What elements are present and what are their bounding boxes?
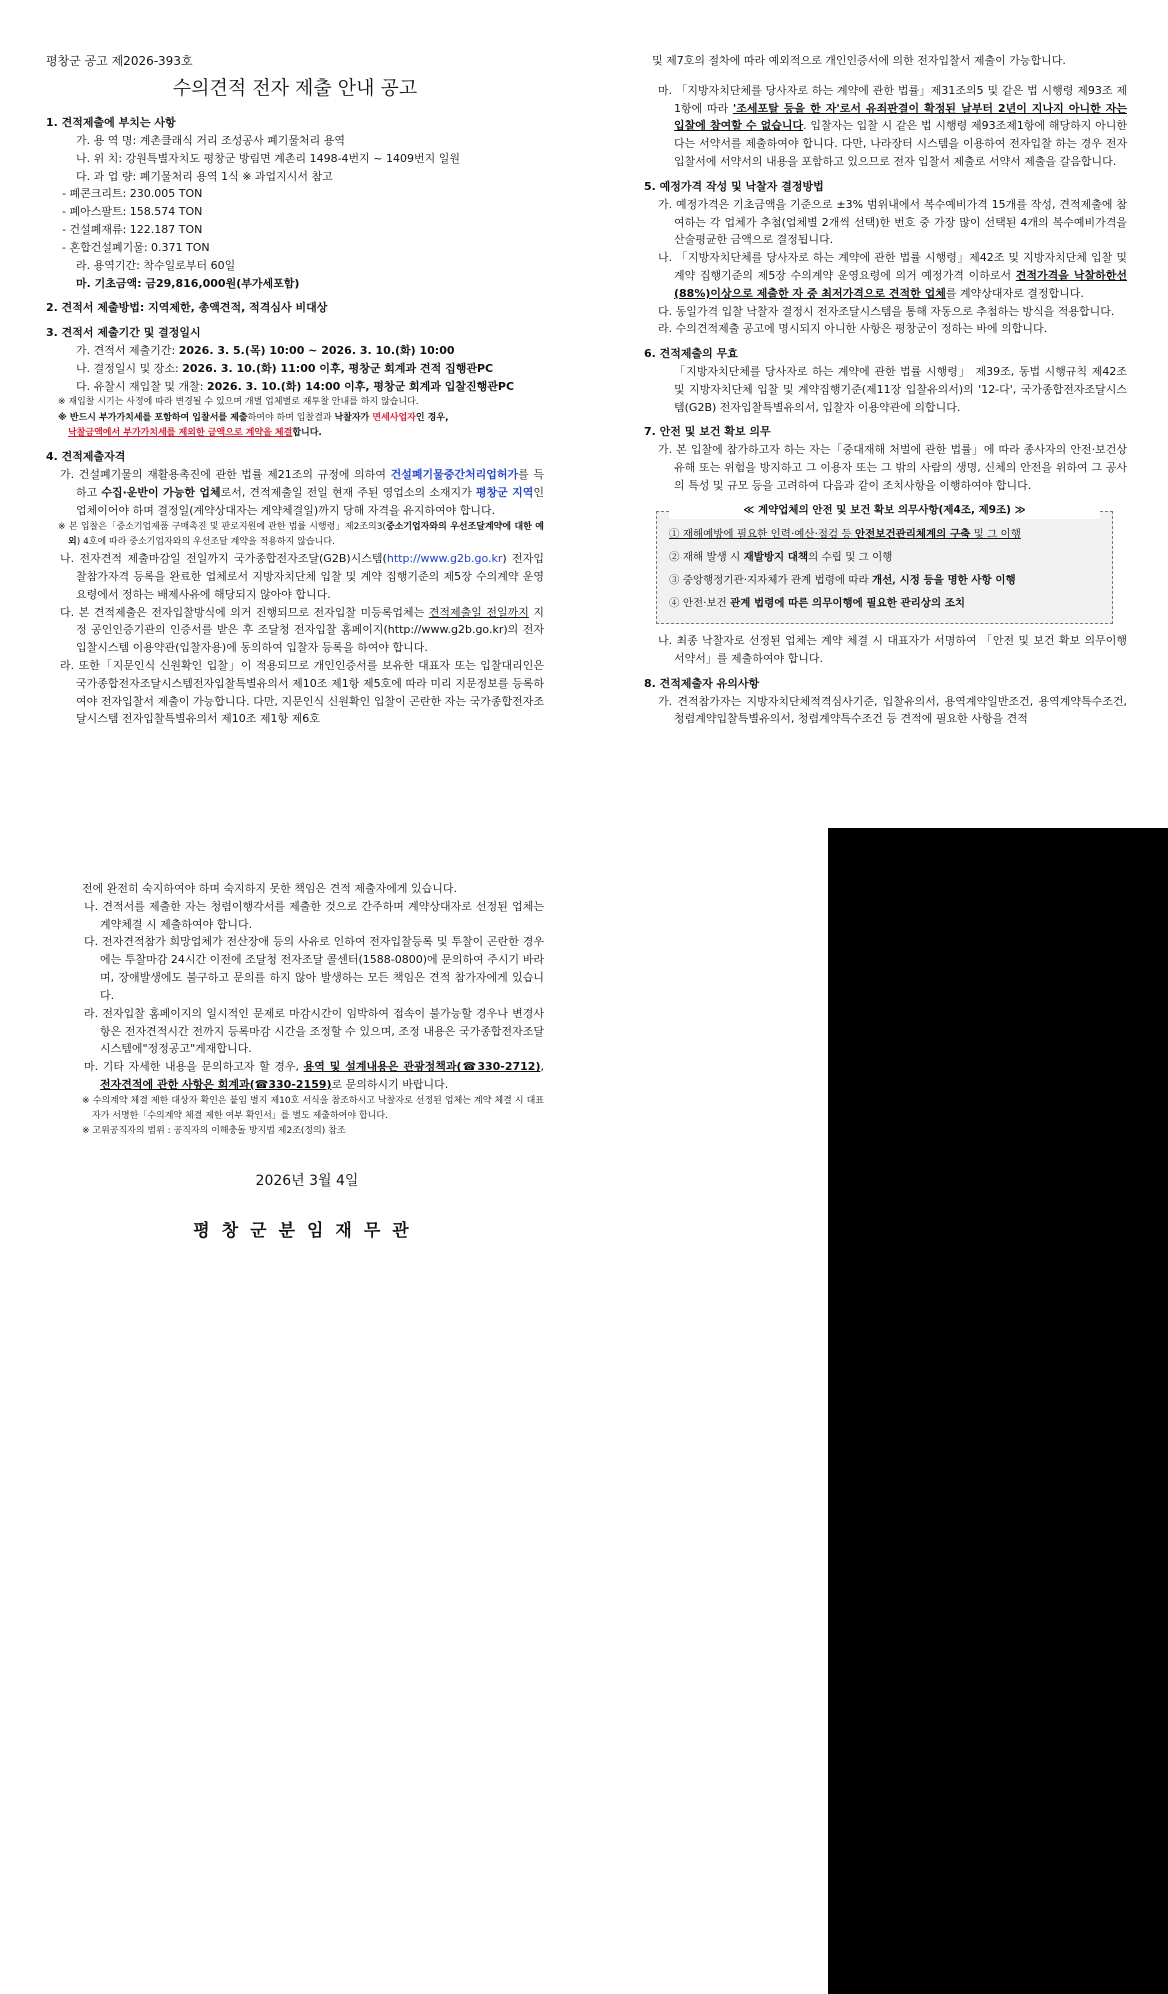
highlight: 재발방지 대책 — [743, 550, 809, 563]
text: 인 경우, — [415, 412, 449, 423]
safety-duty-item — [669, 546, 1100, 569]
s3-rebid — [46, 378, 544, 396]
s4-item-b — [46, 550, 544, 603]
safety-duty-item — [669, 592, 1100, 615]
value: 2026. 3. 10.(화) 14:00 이후, 평창군 회계과 입찰진행관PC — [206, 379, 515, 393]
text: ② 재해 발생 시 — [669, 550, 744, 563]
s3-decision-time — [46, 360, 544, 378]
text: 나. 「지방자치단체를 당사자로 하는 계약에 관한 법률 시행령」제42조 및 지방자치단체 입찰 및 계약 집행기준의 제5장 수의계약 운영요령에 의거 예정가격 이하로서 — [658, 251, 1127, 282]
text: 가. 건설폐기물의 재활용촉진에 관한 법률 제21조의 규정에 의하여 — [60, 468, 391, 482]
s1-period: 라. 용역기간: 착수일로부터 60일 — [76, 258, 236, 272]
text: 로서, 견적제출일 전일 현재 주된 영업소의 소재지가 — [220, 485, 476, 499]
highlight: '조세포탈 등을 한 자'로서 유죄판결이 확정된 날부터 2년이 지나지 아니한 자는 입찰에 참여할 수 없습니다 — [674, 101, 1127, 133]
contact: 용역 및 설계내용은 관광정책과(☎330-2712) — [303, 1060, 541, 1074]
text: ③ 중앙행정기관·지자체가 관계 법령에 따라 — [669, 573, 872, 586]
s3-submission-period — [46, 342, 544, 360]
text: 를 득하고 — [76, 468, 544, 499]
text: 인 업체이어야 하며 결정일(계약상대자는 계약체결일)까지 당해 자격을 유지하여야 합니다. — [76, 485, 544, 517]
s8-item-d: 라. 전자입찰 홈페이지의 일시적인 문제로 마감시간이 임박하여 접속이 불가능할 경우나 변경사항은 전자견적시간 전까지 등록마감 시간을 조정할 수 있으며, 조정 내용은 국가종합전자조달시스템에"정정공고"게재합니다. — [84, 1006, 544, 1056]
text: 지정 공인인증기관의 인증서를 받은 후 조달청 전자입찰 홈페이지(http://www.g2b.go.kr)의 전자입찰시스템 이용약관(입찰자용)에 동의하여 입찰자 등록을 하여야 합니다. — [76, 605, 544, 655]
s3-note-2 — [46, 411, 544, 442]
page2-left-column — [70, 880, 544, 1246]
continued-text: 및 제7호의 절차에 따라 예외적으로 개인인증서에 의한 전자입찰서 제출이 가능합니다. — [652, 54, 1066, 67]
s4-item-d: 라. 또한「지문인식 신원확인 입찰」이 적용되므로 개인인증서를 보유한 대표자 또는 입찰대리인은 국가종합전자조달시스템전자입찰특별유의서 제10조 제1항 제5호에 따라 미리 지문정보를 등록하여야 전자입찰서 제출이 가능합니다. 다만, 지문인식 신원확인 입찰이 곤란한 자는 국가종합전자조달시스템 전자입찰특별유의서 제10조 제1항 제6호 — [60, 659, 544, 726]
text: 하여야 하며 입찰결과 — [247, 412, 335, 423]
text: ) 전자입찰참가자격 등록을 완료한 업체로서 지방자치단체 입찰 및 계약 집행기준의 제5장 수의계약 운영요령에서 정하는 배제사유에 해당되지 않아야 합니다. — [76, 552, 544, 601]
s8-item-c: 다. 전자견적참가 희망업체가 전산장애 등의 사유로 인하여 전자입찰등록 및 투찰이 곤란한 경우에는 투찰마감 24시간 이전에 조달청 전자조달 콜센터(1588-0800)에 문의하여 주시기 바라며, 장애발생에도 불구하고 문의를 하지 않아 발생하는 모든 책임은 견적 참가자에게 있습니다. — [84, 935, 544, 1002]
section-8-heading: 8. 견적제출자 유의사항 — [644, 676, 760, 690]
section-1-heading: 1. 견적제출에 부치는 사항 — [46, 116, 176, 130]
text: 마. 기타 자세한 내용을 문의하고자 할 경우, — [84, 1060, 304, 1074]
s5-item-b — [644, 249, 1127, 302]
highlight: 면세사업자 — [372, 412, 416, 423]
black-region — [828, 828, 1168, 1994]
highlight: 견적제출일 전일까지 — [428, 605, 529, 619]
safety-duties-box — [656, 503, 1113, 624]
section-6-heading: 6. 견적제출의 무효 — [644, 347, 738, 361]
highlight: 개선, 시정 등을 명한 사항 이행 — [871, 573, 1016, 586]
highlight: 수집·운반이 가능한 업체 — [101, 485, 221, 499]
s4-item-c — [46, 604, 544, 657]
section-5-heading: 5. 예정가격 작성 및 낙찰자 결정방법 — [644, 179, 824, 193]
text: 마. 「지방자치단체를 당사자로 하는 계약에 관한 법률」제31조의5 및 같은 법 시행령 제93조 제1항에 따라 — [658, 83, 1127, 115]
s1-item: - 건설폐재류: 122.187 TON — [62, 223, 203, 237]
s8-item-b: 나. 견적서를 제출한 자는 청렴이행각서를 제출한 것으로 간주하며 계약상대자로 선정된 업체는 계약체결 시 제출하여야 합니다. — [84, 899, 544, 931]
notice-number: 평창군 공고 제2026-393호 — [46, 54, 193, 68]
safety-box-title: ≪ 계약업체의 안전 및 보건 확보 의무사항(제4조, 제9조) ≫ — [669, 502, 1100, 519]
label: 다. 유찰시 재입찰 및 개찰: — [76, 379, 207, 393]
highlight: 관계 법령에 따른 의무이행에 필요한 관리상의 조치 — [730, 596, 966, 609]
s1-service-name: 가. 용 역 명: 계촌클래식 거리 조성공사 폐기물처리 용역 — [76, 134, 345, 148]
text: 합니다. — [292, 427, 322, 438]
text: 낙찰자가 — [334, 412, 373, 423]
section-3-heading: 3. 견적서 제출기간 및 결정일시 — [46, 326, 201, 340]
text: 다. 본 견적제출은 전자입찰방식에 의거 진행되므로 전자입찰 미등록업체는 — [60, 605, 429, 619]
s1-item: - 폐콘크리트: 230.005 TON — [62, 187, 203, 201]
signer: 평창군분임재무관 — [193, 1221, 421, 1242]
s1-item: - 폐아스팔트: 158.574 TON — [62, 205, 203, 219]
section-4-heading: 4. 견적제출자격 — [46, 450, 126, 464]
text: ※ 본 입찰은「중소기업제품 구매촉진 및 판로지원에 관한 법률 시행령」제2조의3( — [58, 521, 386, 532]
note-contract-restriction: ※ 수의계약 체결 제한 대상자 확인은 붙임 별지 제10호 서식을 참조하시고 낙찰자로 선정된 업체는 계약 체결 시 대표자가 서명한「수의계약 체결 제한 여부 확인서」를 별도 제출하여야 합니다. — [82, 1095, 544, 1122]
section-2-heading: 2. 견적서 제출방법: 지역제한, 총액견적, 적격심사 비대상 — [46, 301, 328, 315]
s1-work-volume: 다. 과 업 량: 폐기물처리 용역 1식 ※ 과업지시서 참고 — [76, 169, 333, 183]
text: ④ 안전·보건 — [669, 596, 731, 609]
s1-location: 나. 위 치: 강원특별자치도 평창군 방림면 계촌리 1498-4번지 ~ 1409번지 일원 — [76, 151, 460, 165]
s5-item-d: 라. 수의견적제출 공고에 명시되지 아니한 사항은 평창군이 정하는 바에 의합니다. — [658, 322, 1048, 336]
value: 2026. 3. 10.(화) 11:00 이후, 평창군 회계과 견적 집행관PC — [182, 361, 494, 375]
highlight: 건설폐기물중간처리업허가 — [390, 468, 519, 482]
highlight: 중소기업자와의 우선조달계약에 대한 예외 — [68, 521, 544, 547]
highlight: 평창군 지역 — [475, 485, 534, 499]
value: 2026. 3. 5.(목) 10:00 ~ 2026. 3. 10.(화) 10:00 — [178, 343, 455, 357]
text: ) 4호에 따라 중소기업자와의 우선조달 계약을 적용하지 않습니다. — [76, 536, 335, 547]
text: 나. 전자견적 제출마감일 전일까지 국가종합전자조달(G2B)시스템( — [60, 552, 387, 566]
note-high-officials: ※ 고위공직자의 범위 : 공직자의 이해충돌 방지법 제2조(정의) 참조 — [82, 1126, 346, 1137]
s4-item-a — [46, 466, 544, 519]
safety-duty-item — [669, 523, 1100, 546]
notice-date: 2026년 3월 4일 — [255, 1172, 359, 1189]
s5-item-a: 가. 예정가격은 기초금액을 기준으로 ±3% 범위내에서 복수예비가격 15개를 작성, 견적제출에 참여하는 각 업체가 추첨(업체별 2개씩 선택)한 번호 중 가장 많이 선택된 4개의 복수예비가격을 산술평균한 금액으로 결정됩니다. — [658, 197, 1127, 247]
highlight: 낙찰금액에서 부가가치세를 제외한 금액으로 계약을 체결 — [68, 427, 293, 438]
contact: 전자견적에 관한 사항은 회계과(☎330-2159) — [100, 1077, 332, 1091]
s7-item-a: 가. 본 입찰에 참가하고자 하는 자는「중대재해 처벌에 관한 법률」에 따라 종사자의 안전·보건상 유해 또는 위험을 방지하고 그 이용자 또는 그 밖의 사람의 생명, 신체의 안전을 위하여 그 공사의 특성 및 규모 등을 고려하여 다음과 같이 조치사항을 이행하여야 합니다. — [658, 443, 1127, 492]
section-7-heading: 7. 안전 및 보건 확보 의무 — [644, 425, 771, 439]
s8-item-a: 가. 견적참가자는 지방자치단체적격심사기준, 입찰유의서, 용역계약일반조건, 용역계약특수조건, 청렴계약입찰특별유의서, 청렴계약특수조건 등 견적에 필요한 사항을 견적 — [658, 694, 1127, 726]
s1-base-amount: 마. 기초금액: 금29,816,000원(부가세포함) — [76, 276, 300, 290]
label: 나. 결정일시 및 장소: — [76, 361, 183, 375]
s6-text: 「지방자치단체를 당사자로 하는 계약에 관한 법률 시행령」 제39조, 동법 시행규칙 제42조 및 지방자치단체 입찰 및 계약집행기준(제11장 입찰유의서)의 '12-다', 국가종합전자조달시스템(G2B) 전자입찰특별유의서, 입찰자 이용약관에 의합니다. — [674, 365, 1127, 414]
s7-item-b: 나. 최종 낙찰자로 선정된 업체는 계약 체결 시 대표자가 서명하여 「안전 및 보건 확보 의무이행 서약서」를 제출하여야 합니다. — [658, 634, 1127, 665]
continued-text: 전에 완전히 숙지하여야 하며 숙지하지 못한 책임은 견적 제출자에게 있습니다. — [82, 882, 457, 895]
text: 를 계약상대자로 결정합니다. — [945, 286, 1084, 300]
s1-item: - 혼합건설폐기물: 0.371 TON — [62, 240, 210, 254]
text: . 입찰자는 입찰 시 같은 법 시행령 제93조제1항에 해당하지 아니한다는 서약서를 제출하여야 합니다. 다만, 나라장터 시스템을 이용하여 전자입찰 하는 경우 전자입찰서에 서약서의 내용을 포함하고 있으므로 전자 입찰서 제출로 서약서 제출을 갈음합니다. — [674, 119, 1128, 169]
s4-note — [46, 520, 544, 551]
s5-item-c: 다. 동일가격 입찰 낙찰자 결정시 전자조달시스템을 통해 자동으로 추첨하는 방식을 적용합니다. — [658, 304, 1115, 318]
label: 가. 견적서 제출기간: — [76, 343, 179, 357]
text: ※ 반드시 부가가치세를 포함하여 입찰서를 제출 — [58, 412, 248, 423]
page-title: 수의견적 전자 제출 안내 공고 — [172, 77, 418, 100]
safety-duty-item — [669, 569, 1100, 592]
text: 및 그 이행 — [970, 527, 1021, 540]
g2b-link[interactable]: http://www.g2b.go.kr — [386, 552, 503, 566]
text: 로 문의하시기 바랍니다. — [331, 1077, 449, 1091]
highlight: 안전보건관리체계의 구축 — [855, 527, 971, 540]
page1-right-column — [644, 52, 1127, 728]
item-tax-evasion — [644, 82, 1127, 171]
page1-left-column — [46, 52, 544, 728]
text: , — [540, 1060, 544, 1074]
s3-note-1: ※ 재입찰 시기는 사정에 따라 변경될 수 있으며 개별 업체별로 재투찰 안내를 하지 않습니다. — [58, 397, 419, 408]
text: ① 재해예방에 필요한 인력·예산·점검 등 — [669, 527, 856, 540]
highlight: 견적가격을 낙찰하한선(88%)이상으로 제출한 자 중 최저가격으로 견적한 업체 — [674, 268, 1127, 300]
text: 의 수립 및 그 이행 — [808, 550, 893, 563]
s8-item-e — [70, 1058, 544, 1094]
